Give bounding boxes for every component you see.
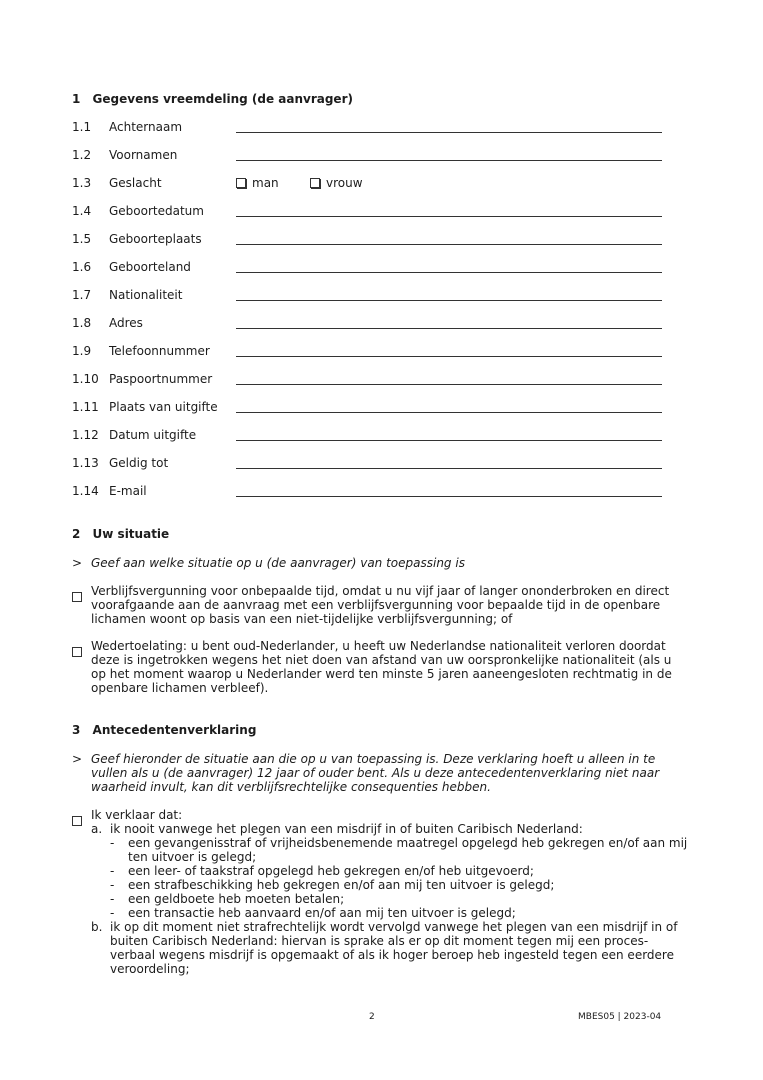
section-3-heading [72, 723, 256, 737]
field-number: 1.14 [72, 484, 99, 498]
field-label: Geldig tot [109, 456, 169, 470]
page-number: 2 [369, 1012, 375, 1022]
declaration-checkbox[interactable] [72, 810, 82, 829]
text-line: voorafgaande aan de aanvraag met een verblijfsvergunning voor bepaalde tijd in de openbare [91, 598, 661, 612]
bullet-dash: - [110, 878, 115, 892]
text-line: buiten Caribisch Nederland: hiervan is sprake als er op dit moment tegen mij een proces- [110, 934, 649, 948]
section-3-title: Antecedentenverklaring [92, 723, 257, 737]
field-label: Datum uitgifte [109, 428, 197, 442]
field-number: 1.7 [72, 288, 92, 302]
offence-item: een transactie heb aanvaard en/of aan mij ten uitvoer is gelegd; [128, 906, 516, 920]
declaration-label: Ik verklaar dat: [91, 808, 183, 822]
input-line[interactable] [236, 160, 662, 161]
checkbox-icon [310, 178, 320, 188]
section-2-title: Uw situatie [92, 527, 170, 541]
field-label: Adres [109, 316, 143, 330]
input-line[interactable] [236, 132, 662, 133]
field-number: 1.11 [72, 400, 99, 414]
section-1-number: 1 [72, 92, 81, 106]
input-line[interactable] [236, 356, 662, 357]
bullet-dash: - [110, 864, 115, 878]
gender-option-label: vrouw [326, 176, 363, 190]
item-b-text [110, 920, 678, 976]
input-line[interactable] [236, 412, 662, 413]
bullet-dash: - [110, 906, 115, 920]
item-a-text: ik nooit vanwege het plegen van een misdrijf in of buiten Caribisch Nederland: [110, 822, 583, 836]
offence-item: een leer- of taakstraf opgelegd heb gekregen en/of heb uitgevoerd; [128, 864, 534, 878]
text-line: Geef hieronder de situatie aan die op u van toepassing is. Deze verklaring hoeft u alleen in te [91, 752, 656, 766]
input-line[interactable] [236, 216, 662, 217]
input-line[interactable] [236, 468, 662, 469]
text-line: verbaal wegens misdrijf is opgemaakt of als ik hoger beroep heb ingesteld tegen een eerdere [110, 948, 674, 962]
field-label: Telefoonnummer [109, 344, 210, 358]
offence-item: een strafbeschikking heb gekregen en/of aan mij ten uitvoer is gelegd; [128, 878, 555, 892]
field-label: E-mail [109, 484, 147, 498]
bullet-dash: - [110, 836, 115, 850]
offence-item: een geldboete heb moeten betalen; [128, 892, 345, 906]
text-line: ik op dit moment niet strafrechtelijk wordt vervolgd vanwege het plegen van een misdrijf in of [110, 920, 678, 934]
section-1-title: Gegevens vreemdeling (de aanvrager) [92, 92, 353, 106]
input-line[interactable] [236, 384, 662, 385]
item-b-label: b. [91, 920, 103, 934]
field-number: 1.4 [72, 204, 92, 218]
text-line: op het moment waarop u Nederlander werd ten minste 5 jaren aaneengesloten rechtmatig in de [91, 667, 672, 681]
input-line[interactable] [236, 328, 662, 329]
gender-option-label: man [252, 176, 279, 190]
text-line: openbare lichamen verbleef). [91, 681, 269, 695]
section-2-heading [72, 527, 169, 541]
field-number: 1.3 [72, 176, 92, 190]
section-2-arrow: > [72, 556, 83, 570]
field-number: 1.13 [72, 456, 99, 470]
section-1-heading [72, 92, 353, 106]
section-2-number: 2 [72, 527, 81, 541]
field-number: 1.6 [72, 260, 92, 274]
text-line: deze is ingetrokken wegens het niet doen van afstand van uw oorspronkelijke nationaliteit (als u [91, 653, 672, 667]
text-line: Verblijfsvergunning voor onbepaalde tijd, omdat u nu vijf jaar of langer ononderbroken en direct [91, 584, 670, 598]
field-number: 1.12 [72, 428, 99, 442]
offence-item: een gevangenisstraf of vrijheidsbenemende maatregel opgelegd heb gekregen en/of aan mij [128, 836, 688, 850]
text-line: vullen als u (de aanvrager) 12 jaar of ouder bent. Als u deze antecedentenverklaring niet naar [91, 766, 660, 780]
gender-option-vrouw[interactable] [310, 176, 363, 190]
field-label: Geslacht [109, 176, 162, 190]
field-number: 1.1 [72, 120, 92, 134]
field-label: Geboorteland [109, 260, 191, 274]
bullet-dash: - [110, 892, 115, 906]
field-number: 1.10 [72, 372, 99, 386]
gender-option-man[interactable] [236, 176, 279, 190]
section-3-arrow: > [72, 752, 83, 766]
field-label: Geboorteplaats [109, 232, 202, 246]
situation-option-1-checkbox[interactable] [72, 586, 82, 605]
section-3-number: 3 [72, 723, 81, 737]
field-label: Achternaam [109, 120, 183, 134]
situation-option-2-text [91, 639, 672, 695]
section-3-instruction [91, 752, 659, 794]
item-a-label: a. [91, 822, 103, 836]
field-number: 1.2 [72, 148, 92, 162]
text-line: veroordeling; [110, 962, 190, 976]
text-line: waarheid invult, kan dit verblijfsrechtelijke consequenties hebben. [91, 780, 491, 794]
offence-item: ten uitvoer is gelegd; [128, 850, 257, 864]
input-line[interactable] [236, 300, 662, 301]
field-number: 1.9 [72, 344, 92, 358]
document-code: MBES05 | 2023-04 [578, 1012, 662, 1022]
field-number: 1.8 [72, 316, 92, 330]
situation-option-2-checkbox[interactable] [72, 641, 82, 660]
input-line[interactable] [236, 244, 662, 245]
input-line[interactable] [236, 496, 662, 497]
text-line: lichamen woont op basis van een niet-tijdelijke verblijfsvergunning; of [91, 612, 513, 626]
text-line: Wedertoelating: u bent oud-Nederlander, u heeft uw Nederlandse nationaliteit verloren doordat [91, 639, 666, 653]
input-line[interactable] [236, 272, 662, 273]
field-label: Geboortedatum [109, 204, 204, 218]
field-number: 1.5 [72, 232, 92, 246]
field-label: Paspoortnummer [109, 372, 213, 386]
checkbox-icon [236, 178, 246, 188]
field-label: Plaats van uitgifte [109, 400, 218, 414]
section-2-instruction: Geef aan welke situatie op u (de aanvrager) van toepassing is [91, 556, 465, 570]
field-label: Nationaliteit [109, 288, 183, 302]
input-line[interactable] [236, 440, 662, 441]
situation-option-1-text [91, 584, 669, 626]
field-label: Voornamen [109, 148, 178, 162]
